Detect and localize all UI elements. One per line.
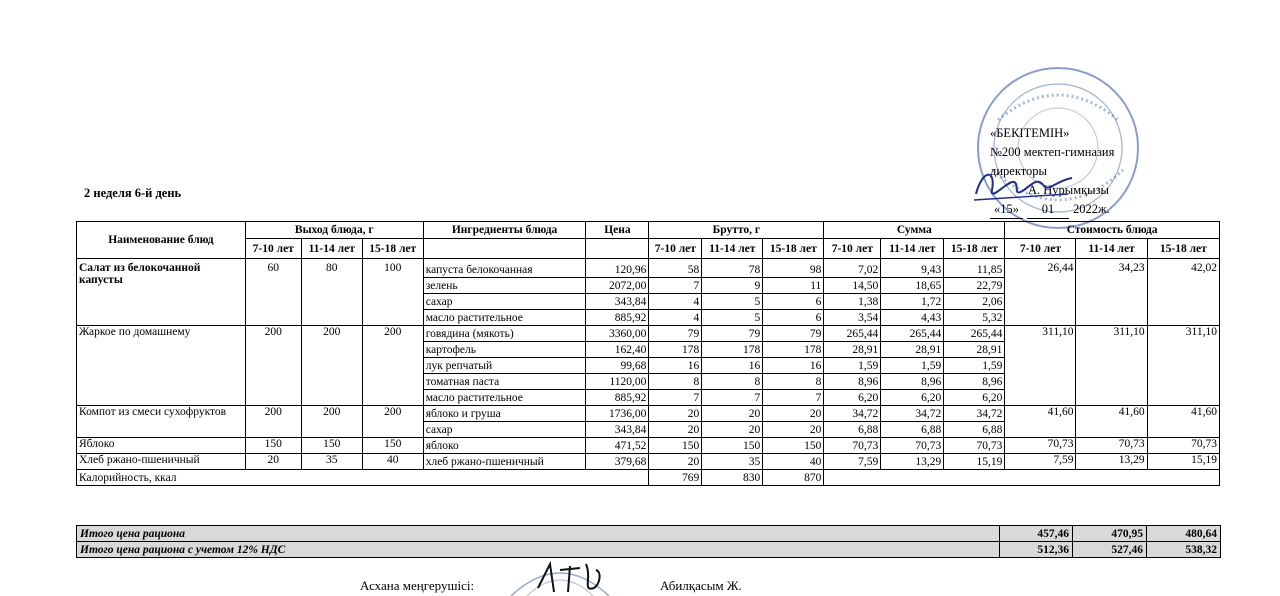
- ingredient-sum: 28,91: [944, 342, 1005, 358]
- header-output-age-7-10: 7-10 лет: [245, 239, 301, 259]
- ingredient-brutto: 16: [649, 358, 702, 374]
- calories-blank: [824, 470, 1220, 486]
- header-cost-age-11-14: 11-14 лет: [1076, 239, 1147, 259]
- ingredient-brutto: 98: [763, 259, 824, 278]
- dish-cost: 41,60: [1005, 406, 1076, 438]
- ingredient-name: томатная паста: [423, 374, 586, 390]
- totals-vat-15-18: 538,32: [1147, 542, 1221, 558]
- ingredient-brutto: 20: [702, 406, 763, 422]
- header-brutto: Брутто, г: [649, 222, 824, 239]
- calories-15-18: 870: [763, 470, 824, 486]
- ingredient-brutto: 79: [702, 326, 763, 342]
- approval-date-year: 2022ж.: [1073, 202, 1110, 216]
- ingredient-sum: 2,06: [944, 294, 1005, 310]
- dish-output: 200: [245, 326, 301, 406]
- ingredient-brutto: 16: [763, 358, 824, 374]
- ingredient-brutto: 9: [702, 278, 763, 294]
- dish-output: 200: [245, 406, 301, 438]
- totals-11-14: 470,95: [1073, 526, 1147, 542]
- director-signature: [968, 160, 1078, 210]
- ingredient-name: масло растительное: [423, 390, 586, 406]
- dish-output: 150: [301, 438, 362, 454]
- ingredient-sum: 5,32: [944, 310, 1005, 326]
- calories-11-14: 830: [702, 470, 763, 486]
- menu-table: [76, 221, 1220, 486]
- calories-label: Калорийность, ккал: [77, 470, 649, 486]
- dish-output: 35: [301, 454, 362, 470]
- ingredient-sum: 4,43: [881, 310, 944, 326]
- ingredient-brutto: 35: [702, 454, 763, 470]
- dish-output: 200: [301, 326, 362, 406]
- ingredient-sum: 18,65: [881, 278, 944, 294]
- header-cost-age-15-18: 15-18 лет: [1147, 239, 1219, 259]
- ingredient-brutto: 20: [649, 454, 702, 470]
- dish-output: 100: [362, 259, 423, 326]
- ingredient-name: лук репчатый: [423, 358, 586, 374]
- dish-cost: 70,73: [1147, 438, 1219, 454]
- dish-cost: 70,73: [1005, 438, 1076, 454]
- header-brutto-age-11-14: 11-14 лет: [702, 239, 763, 259]
- ingredient-brutto: 8: [763, 374, 824, 390]
- dish-name: Хлеб ржано-пшеничный: [77, 454, 246, 470]
- ingredient-name: картофель: [423, 342, 586, 358]
- ingredient-sum: 6,88: [824, 422, 881, 438]
- ingredient-name: капуста белокочанная: [423, 259, 586, 278]
- ingredient-sum: 265,44: [944, 326, 1005, 342]
- ingredient-brutto: 150: [649, 438, 702, 454]
- dish-cost: 34,23: [1076, 259, 1147, 326]
- ingredient-sum: 265,44: [881, 326, 944, 342]
- ingredient-sum: 34,72: [881, 406, 944, 422]
- ingredient-brutto: 20: [649, 422, 702, 438]
- ingredient-price: 2072,00: [586, 278, 649, 294]
- header-dish: Наименование блюд: [77, 222, 246, 259]
- approval-school: №200 мектеп-гимназия: [990, 145, 1115, 159]
- ingredient-brutto: 20: [763, 422, 824, 438]
- ingredient-price: 1736,00: [586, 406, 649, 422]
- header-cost-age-7-10: 7-10 лет: [1005, 239, 1076, 259]
- header-sum-age-11-14: 11-14 лет: [881, 239, 944, 259]
- ingredient-sum: 6,20: [881, 390, 944, 406]
- totals-table: [76, 525, 1221, 558]
- header-sum: Сумма: [824, 222, 1005, 239]
- ingredient-name: сахар: [423, 294, 586, 310]
- ingredient-brutto: 7: [763, 390, 824, 406]
- ingredient-name: говядина (мякоть): [423, 326, 586, 342]
- ingredient-price: 120,96: [586, 259, 649, 278]
- ingredient-sum: 28,91: [881, 342, 944, 358]
- ingredient-price: 885,92: [586, 390, 649, 406]
- dish-cost: 42,02: [1147, 259, 1219, 326]
- ingredient-sum: 13,29: [881, 454, 944, 470]
- ingredient-brutto: 78: [702, 259, 763, 278]
- table-row: [77, 406, 1220, 422]
- header-brutto-age-15-18: 15-18 лет: [763, 239, 824, 259]
- dish-cost: 41,60: [1076, 406, 1147, 438]
- ingredient-sum: 70,73: [881, 438, 944, 454]
- dish-name: Яблоко: [77, 438, 246, 454]
- header-output-age-11-14: 11-14 лет: [301, 239, 362, 259]
- calories-row: [77, 470, 1220, 486]
- ingredient-name: сахар: [423, 422, 586, 438]
- dish-output: 200: [362, 326, 423, 406]
- dish-output: 150: [362, 438, 423, 454]
- approval-date-day: «15»: [990, 200, 1023, 219]
- table-row: [77, 438, 1220, 454]
- totals-label: Итого цена рациона: [77, 526, 1000, 542]
- ingredient-brutto: 20: [649, 406, 702, 422]
- ingredient-sum: 14,50: [824, 278, 881, 294]
- dish-name: Жаркое по домашнему: [77, 326, 246, 406]
- header-price-blank: [586, 239, 649, 259]
- header-cost: Стоимость блюда: [1005, 222, 1220, 239]
- dish-output: 200: [362, 406, 423, 438]
- ingredient-brutto: 11: [763, 278, 824, 294]
- ingredient-brutto: 150: [763, 438, 824, 454]
- totals-15-18: 480,64: [1147, 526, 1221, 542]
- approval-director: А. Нурымқызы: [1028, 183, 1109, 197]
- signature-name: Абилқасым Ж.: [660, 578, 742, 593]
- ingredient-sum: 28,91: [824, 342, 881, 358]
- ingredient-brutto: 6: [763, 310, 824, 326]
- ingredient-brutto: 178: [702, 342, 763, 358]
- dish-cost: 7,59: [1005, 454, 1076, 470]
- ingredient-sum: 1,59: [944, 358, 1005, 374]
- ingredient-sum: 6,88: [944, 422, 1005, 438]
- dish-cost: 41,60: [1147, 406, 1219, 438]
- dish-output: 60: [245, 259, 301, 326]
- ingredient-sum: 6,88: [881, 422, 944, 438]
- ingredient-sum: 70,73: [824, 438, 881, 454]
- ingredient-price: 379,68: [586, 454, 649, 470]
- dish-name: Компот из смеси сухофруктов: [77, 406, 246, 438]
- ingredient-brutto: 58: [649, 259, 702, 278]
- ingredient-brutto: 178: [649, 342, 702, 358]
- ingredient-sum: 15,19: [944, 454, 1005, 470]
- totals-vat-7-10: 512,36: [1000, 542, 1073, 558]
- ingredient-brutto: 8: [649, 374, 702, 390]
- dish-output: 150: [245, 438, 301, 454]
- ingredient-sum: 1,38: [824, 294, 881, 310]
- ingredient-sum: 6,20: [944, 390, 1005, 406]
- dish-cost: 70,73: [1076, 438, 1147, 454]
- ingredient-price: 885,92: [586, 310, 649, 326]
- ingredient-brutto: 7: [702, 390, 763, 406]
- totals-row: [77, 526, 1221, 542]
- day-title: 2 неделя 6-й день: [84, 186, 182, 200]
- dish-cost: 311,10: [1076, 326, 1147, 406]
- ingredient-price: 343,84: [586, 422, 649, 438]
- dish-cost: 311,10: [1005, 326, 1076, 406]
- header-price: Цена: [586, 222, 649, 239]
- dish-cost: 13,29: [1076, 454, 1147, 470]
- ingredient-sum: 265,44: [824, 326, 881, 342]
- header-ingredients-blank: [423, 239, 586, 259]
- dish-output: 20: [245, 454, 301, 470]
- ingredient-sum: 3,54: [824, 310, 881, 326]
- ingredient-price: 162,40: [586, 342, 649, 358]
- ingredient-price: 1120,00: [586, 374, 649, 390]
- ingredient-brutto: 79: [763, 326, 824, 342]
- ingredient-sum: 8,96: [944, 374, 1005, 390]
- totals-vat-label: Итого цена рациона с учетом 12% НДС: [77, 542, 1000, 558]
- ingredient-name: зелень: [423, 278, 586, 294]
- ingredient-sum: 8,96: [824, 374, 881, 390]
- ingredient-brutto: 178: [763, 342, 824, 358]
- ingredient-brutto: 20: [702, 422, 763, 438]
- ingredient-brutto: 5: [702, 294, 763, 310]
- ingredient-sum: 6,20: [824, 390, 881, 406]
- dish-cost: 311,10: [1147, 326, 1219, 406]
- dish-cost: 26,44: [1005, 259, 1076, 326]
- ingredient-price: 343,84: [586, 294, 649, 310]
- ingredient-sum: 9,43: [881, 259, 944, 278]
- header-brutto-age-7-10: 7-10 лет: [649, 239, 702, 259]
- ingredient-sum: 34,72: [824, 406, 881, 422]
- ingredient-price: 471,52: [586, 438, 649, 454]
- ingredient-brutto: 7: [649, 390, 702, 406]
- table-row: [77, 326, 1220, 342]
- ingredient-price: 3360,00: [586, 326, 649, 342]
- dish-output: 40: [362, 454, 423, 470]
- header-sum-age-7-10: 7-10 лет: [824, 239, 881, 259]
- signature-label: Асхана меңгерушісі:: [360, 578, 475, 593]
- approval-date-month: 01: [1027, 200, 1069, 219]
- ingredient-name: хлеб ржано-пшеничный: [423, 454, 586, 470]
- approval-position: директоры: [990, 164, 1047, 178]
- table-row: [77, 454, 1220, 470]
- ingredient-sum: 7,59: [824, 454, 881, 470]
- ingredient-sum: 34,72: [944, 406, 1005, 422]
- ingredient-name: масло растительное: [423, 310, 586, 326]
- ingredient-sum: 1,59: [824, 358, 881, 374]
- ingredient-sum: 1,59: [881, 358, 944, 374]
- ingredient-brutto: 5: [702, 310, 763, 326]
- calories-7-10: 769: [649, 470, 702, 486]
- ingredient-brutto: 7: [649, 278, 702, 294]
- dish-cost: 15,19: [1147, 454, 1219, 470]
- dish-name: Салат из белокочанной капусты: [77, 259, 246, 326]
- approval-heading: «БЕКІТЕМІН»: [990, 126, 1070, 140]
- ingredient-brutto: 8: [702, 374, 763, 390]
- ingredient-sum: 22,79: [944, 278, 1005, 294]
- ingredient-sum: 7,02: [824, 259, 881, 278]
- ingredient-brutto: 79: [649, 326, 702, 342]
- totals-7-10: 457,46: [1000, 526, 1073, 542]
- ingredient-name: яблоко и груша: [423, 406, 586, 422]
- table-row: [77, 259, 1220, 278]
- totals-vat-row: [77, 542, 1221, 558]
- dish-output: 200: [301, 406, 362, 438]
- header-ingredients: Ингредиенты блюда: [423, 222, 586, 239]
- ingredient-brutto: 4: [649, 294, 702, 310]
- dish-output: 80: [301, 259, 362, 326]
- totals-vat-11-14: 527,46: [1073, 542, 1147, 558]
- ingredient-sum: 11,85: [944, 259, 1005, 278]
- ingredient-price: 99,68: [586, 358, 649, 374]
- menu-body: [77, 259, 1220, 470]
- header-output: Выход блюда, г: [245, 222, 423, 239]
- ingredient-brutto: 20: [763, 406, 824, 422]
- ingredient-sum: 8,96: [881, 374, 944, 390]
- ingredient-brutto: 4: [649, 310, 702, 326]
- ingredient-brutto: 150: [702, 438, 763, 454]
- ingredient-name: яблоко: [423, 438, 586, 454]
- ingredient-brutto: 6: [763, 294, 824, 310]
- header-output-age-15-18: 15-18 лет: [362, 239, 423, 259]
- kitchen-manager-signature: [530, 558, 610, 594]
- ingredient-sum: 1,72: [881, 294, 944, 310]
- ingredient-sum: 70,73: [944, 438, 1005, 454]
- ingredient-brutto: 40: [763, 454, 824, 470]
- header-sum-age-15-18: 15-18 лет: [944, 239, 1005, 259]
- ingredient-brutto: 16: [702, 358, 763, 374]
